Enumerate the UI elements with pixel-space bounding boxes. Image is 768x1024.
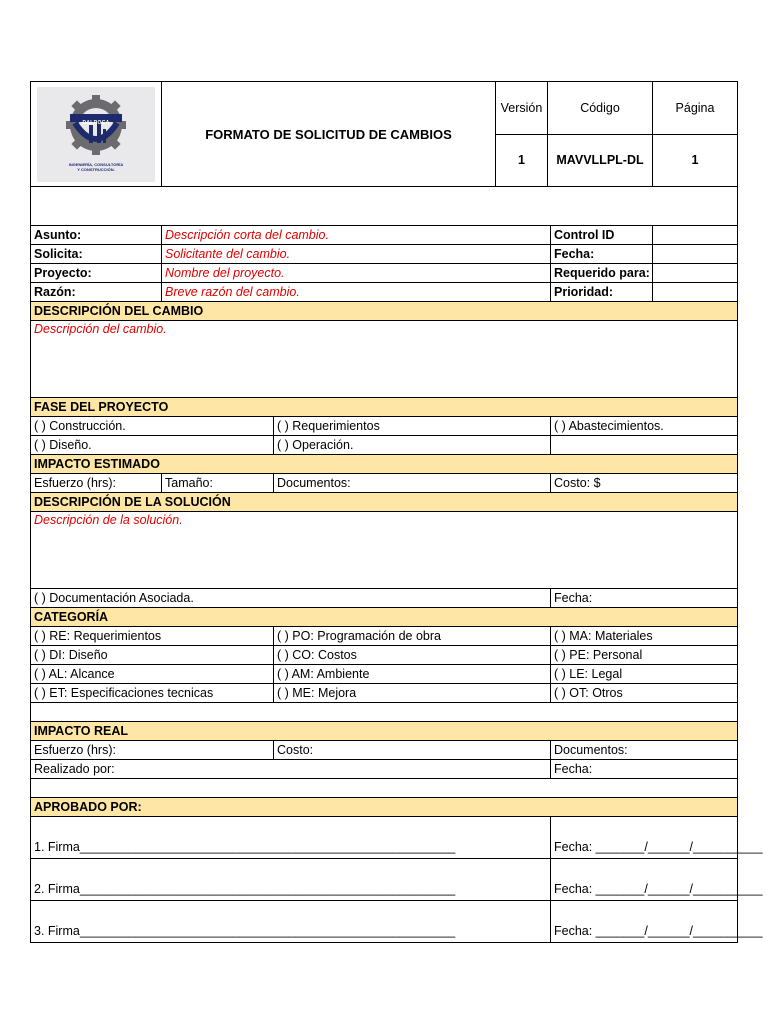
categoria-me-checkbox[interactable]: ( ) ME: Mejora [274, 684, 551, 703]
tamano-field[interactable]: Tamaño: [162, 474, 274, 493]
logo-brand-text: DALROCA [82, 119, 110, 126]
form-header [30, 81, 738, 187]
requerido-label: Requerido para: [551, 264, 653, 283]
control-id-field[interactable] [653, 226, 738, 245]
categoria-al-checkbox[interactable]: ( ) AL: Alcance [31, 665, 274, 684]
costo-estimado-field[interactable]: Costo: $ [551, 474, 738, 493]
categoria-di-checkbox[interactable]: ( ) DI: Diseño [31, 646, 274, 665]
section-fase-proyecto: FASE DEL PROYECTO [31, 398, 738, 417]
page-label: Página [653, 82, 738, 135]
code-value: MAVVLLPL-DL [548, 135, 653, 187]
control-id-label: Control ID [551, 226, 653, 245]
esfuerzo-real-field[interactable]: Esfuerzo (hrs): [31, 741, 274, 760]
categoria-le-checkbox[interactable]: ( ) LE: Legal [551, 665, 738, 684]
categoria-re-checkbox[interactable]: ( ) RE: Requerimientos [31, 627, 274, 646]
prioridad-field[interactable] [653, 283, 738, 302]
descripcion-solucion-field[interactable]: Descripción de la solución. [31, 512, 738, 589]
categoria-pe-checkbox[interactable]: ( ) PE: Personal [551, 646, 738, 665]
blank-row [31, 703, 738, 722]
asunto-field[interactable]: Descripción corta del cambio. [162, 226, 551, 245]
section-descripcion-cambio: DESCRIPCIÓN DEL CAMBIO [31, 302, 738, 321]
documentos-estimado-field[interactable]: Documentos: [274, 474, 551, 493]
firma-1-fecha-field[interactable]: Fecha: _______/______/__________ [551, 817, 738, 859]
fase-empty-cell [551, 436, 738, 455]
documentacion-asociada-checkbox[interactable]: ( ) Documentación Asociada. [31, 589, 551, 608]
esfuerzo-estimado-field[interactable]: Esfuerzo (hrs): [31, 474, 162, 493]
categoria-et-checkbox[interactable]: ( ) ET: Especificaciones tecnicas [31, 684, 274, 703]
categoria-ot-checkbox[interactable]: ( ) OT: Otros [551, 684, 738, 703]
code-label: Código [548, 82, 653, 135]
firma-2-field[interactable]: 2. Firma______________________________________________________ [31, 859, 551, 901]
section-impacto-estimado: IMPACTO ESTIMADO [31, 455, 738, 474]
categoria-po-checkbox[interactable]: ( ) PO: Programación de obra [274, 627, 551, 646]
fase-construccion-checkbox[interactable]: ( ) Construcción. [31, 417, 274, 436]
razon-field[interactable]: Breve razón del cambio. [162, 283, 551, 302]
fase-abastecimientos-checkbox[interactable]: ( ) Abastecimientos. [551, 417, 738, 436]
section-categoria: CATEGORÍA [31, 608, 738, 627]
logo-caption-line2: Y CONSTRUCCIÓN. [77, 166, 115, 172]
costo-real-field[interactable]: Costo: [274, 741, 551, 760]
descripcion-cambio-field[interactable]: Descripción del cambio. [31, 321, 738, 398]
fase-diseno-checkbox[interactable]: ( ) Diseño. [31, 436, 274, 455]
proyecto-label: Proyecto: [31, 264, 162, 283]
categoria-ma-checkbox[interactable]: ( ) MA: Materiales [551, 627, 738, 646]
form-title: FORMATO DE SOLICITUD DE CAMBIOS [162, 82, 496, 187]
solucion-fecha-field[interactable]: Fecha: [551, 589, 738, 608]
blank-row [31, 187, 738, 226]
logo-caption [37, 162, 155, 172]
prioridad-label: Prioridad: [551, 283, 653, 302]
firma-2-fecha-field[interactable]: Fecha: _______/______/__________ [551, 859, 738, 901]
logo-cell [31, 82, 162, 187]
fase-operacion-checkbox[interactable]: ( ) Operación. [274, 436, 551, 455]
logo-caption-line1: INGENIERÍA, CONSULTORÍA [68, 161, 124, 167]
section-impacto-real: IMPACTO REAL [31, 722, 738, 741]
realizado-por-field[interactable]: Realizado por: [31, 760, 551, 779]
fecha-field[interactable] [653, 245, 738, 264]
solicita-label: Solicita: [31, 245, 162, 264]
categoria-co-checkbox[interactable]: ( ) CO: Costos [274, 646, 551, 665]
impacto-real-fecha-field[interactable]: Fecha: [551, 760, 738, 779]
solicita-field[interactable]: Solicitante del cambio. [162, 245, 551, 264]
page-value: 1 [653, 135, 738, 187]
razon-label: Razón: [31, 283, 162, 302]
company-logo [37, 87, 155, 182]
form-body [30, 186, 763, 943]
asunto-label: Asunto: [31, 226, 162, 245]
documentos-real-field[interactable]: Documentos: [551, 741, 738, 760]
categoria-am-checkbox[interactable]: ( ) AM: Ambiente [274, 665, 551, 684]
proyecto-field[interactable]: Nombre del proyecto. [162, 264, 551, 283]
firma-1-field[interactable]: 1. Firma______________________________________________________ [31, 817, 551, 859]
fecha-label: Fecha: [551, 245, 653, 264]
version-label: Versión [496, 82, 548, 135]
version-value: 1 [496, 135, 548, 187]
change-request-form [30, 81, 763, 943]
blank-row [31, 779, 738, 798]
firma-3-field[interactable]: 3. Firma______________________________________________________ [31, 901, 551, 943]
section-aprobado-por: APROBADO POR: [31, 798, 738, 817]
fase-requerimientos-checkbox[interactable]: ( ) Requerimientos [274, 417, 551, 436]
requerido-field[interactable] [653, 264, 738, 283]
firma-3-fecha-field[interactable]: Fecha: _______/______/__________ [551, 901, 738, 943]
section-descripcion-solucion: DESCRIPCIÓN DE LA SOLUCIÓN [31, 493, 738, 512]
